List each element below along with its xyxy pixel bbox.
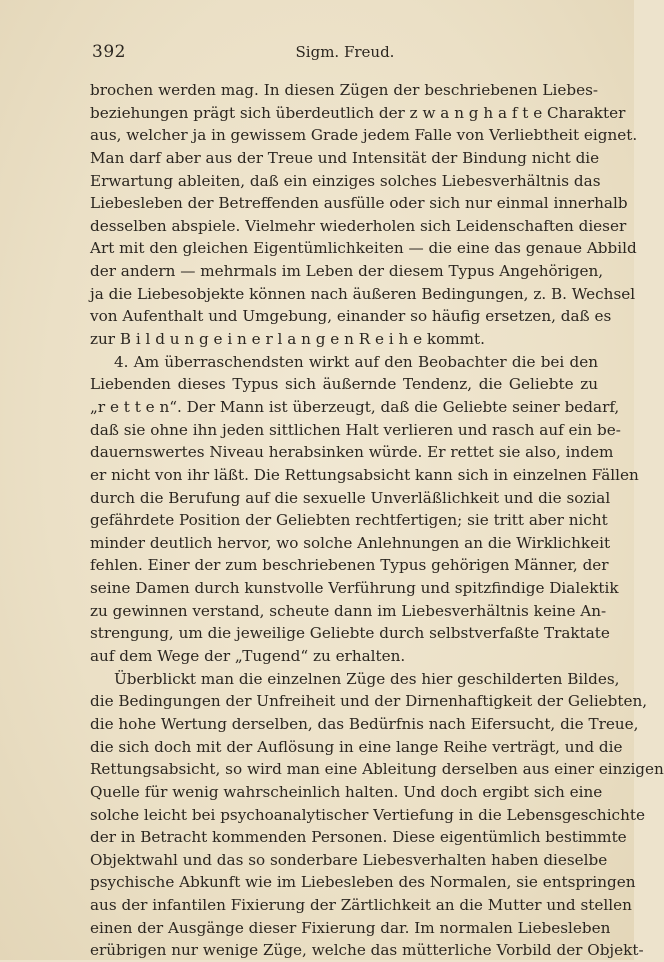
- text-line: durch die Berufung auf die sexuelle Unverläßlichkeit und die sozial: [90, 488, 611, 507]
- text-line: Objektwahl und das so sonderbare Liebesverhalten haben dieselbe: [90, 850, 608, 869]
- text-line: gefährdete Position der Geliebten rechtfertigen; sie tritt aber nicht: [90, 511, 608, 530]
- running-head: Sigm. Freud.: [295, 43, 395, 61]
- text-line: zur B i l d u n g e i n e r l a n g e n R e i h e kommt.: [90, 330, 485, 349]
- body-text: [90, 79, 664, 962]
- text-line: die Bedingungen der Unfreiheit und der Dirnenhaftigkeit der Geliebten,: [90, 692, 648, 711]
- text-line: die sich doch mit der Auflösung in eine lange Reihe verträgt, und die: [90, 737, 623, 756]
- text-line: Liebenden dieses Typus sich äußernde Tendenz, die Geliebte zu: [90, 375, 598, 394]
- text-line: psychische Abkunft wie im Liebesleben des Normalen, sie entspringen: [90, 873, 636, 892]
- text-line: aus der infantilen Fixierung der Zärtlichkeit an die Mutter und stellen: [90, 896, 632, 915]
- page-header: [92, 42, 598, 66]
- text-line: der in Betracht kommenden Personen. Diese eigentümlich bestimmte: [90, 828, 627, 847]
- text-line: beziehungen prägt sich überdeutlich der z w a n g h a f t e Charakter: [90, 103, 626, 122]
- text-line: solche leicht bei psychoanalytischer Vertiefung in die Lebensgeschichte: [90, 805, 645, 824]
- text-line: fehlen. Einer der zum beschriebenen Typus gehörigen Männer, der: [90, 556, 609, 575]
- text-line: erübrigen nur wenige Züge, welche das mütterliche Vorbild der Objekt-: [90, 941, 644, 960]
- text-line: 4. Am überraschendsten wirkt auf den Beobachter die bei den: [114, 352, 598, 371]
- page-number: 392: [92, 42, 126, 62]
- text-line: Rettungsabsicht, so wird man eine Ableitung derselben aus einer einzigen: [90, 760, 664, 779]
- text-line: auf dem Wege der „Tugend“ zu erhalten.: [90, 647, 406, 666]
- text-line: daß sie ohne ihn jeden sittlichen Halt verlieren und rasch auf ein be-: [90, 420, 621, 439]
- text-line: seine Damen durch kunstvolle Verführung und spitzfindige Dialektik: [90, 579, 619, 598]
- text-line: ja die Liebesobjekte können nach äußeren Bedingungen, z. B. Wechsel: [90, 284, 636, 303]
- text-line: die hohe Wertung derselben, das Bedürfnis nach Eifersucht, die Treue,: [90, 714, 639, 733]
- text-line: zu gewinnen verstand, scheute dann im Liebesverhältnis keine An-: [90, 601, 607, 620]
- text-line: desselben abspiele. Vielmehr wiederholen sich Leidenschaften dieser: [90, 216, 627, 235]
- text-line: strengung, um die jeweilige Geliebte durch selbstverfaßte Traktate: [90, 624, 610, 643]
- text-line: „r e t t e n“. Der Mann ist überzeugt, daß die Geliebte seiner bedarf,: [90, 397, 620, 416]
- text-line: Erwartung ableiten, daß ein einziges solches Liebesverhältnis das: [90, 171, 601, 190]
- text-line: der andern — mehrmals im Leben der diesem Typus Angehörigen,: [90, 262, 604, 281]
- text-line: Art mit den gleichen Eigentümlichkeiten — die eine das genaue Abbild: [90, 239, 637, 258]
- text-line: dauernswertes Niveau herabsinken würde. Er rettet sie also, indem: [90, 443, 614, 462]
- text-line: Man darf aber aus der Treue und Intensität der Bindung nicht die: [90, 148, 600, 167]
- text-line: aus, welcher ja in gewissem Grade jedem Falle von Verliebtheit eignet.: [90, 126, 638, 145]
- text-line: Quelle für wenig wahrscheinlich halten. Und doch ergibt sich eine: [90, 782, 603, 801]
- text-line: Liebesleben der Betreffenden ausfülle oder sich nur einmal innerhalb: [90, 194, 628, 213]
- text-line: Überblickt man die einzelnen Züge des hier geschilderten Bildes,: [114, 669, 620, 688]
- text-line: einen der Ausgänge dieser Fixierung dar. Im normalen Liebesleben: [90, 918, 611, 937]
- text-line: brochen werden mag. In diesen Zügen der beschriebenen Liebes-: [90, 81, 598, 99]
- text-line: von Aufenthalt und Umgebung, einander so häufig ersetzen, daß es: [90, 307, 612, 326]
- text-line: minder deutlich hervor, wo solche Anlehnungen an die Wirklichkeit: [90, 533, 611, 552]
- text-line: er nicht von ihr läßt. Die Rettungsabsicht kann sich in einzelnen Fällen: [90, 465, 639, 484]
